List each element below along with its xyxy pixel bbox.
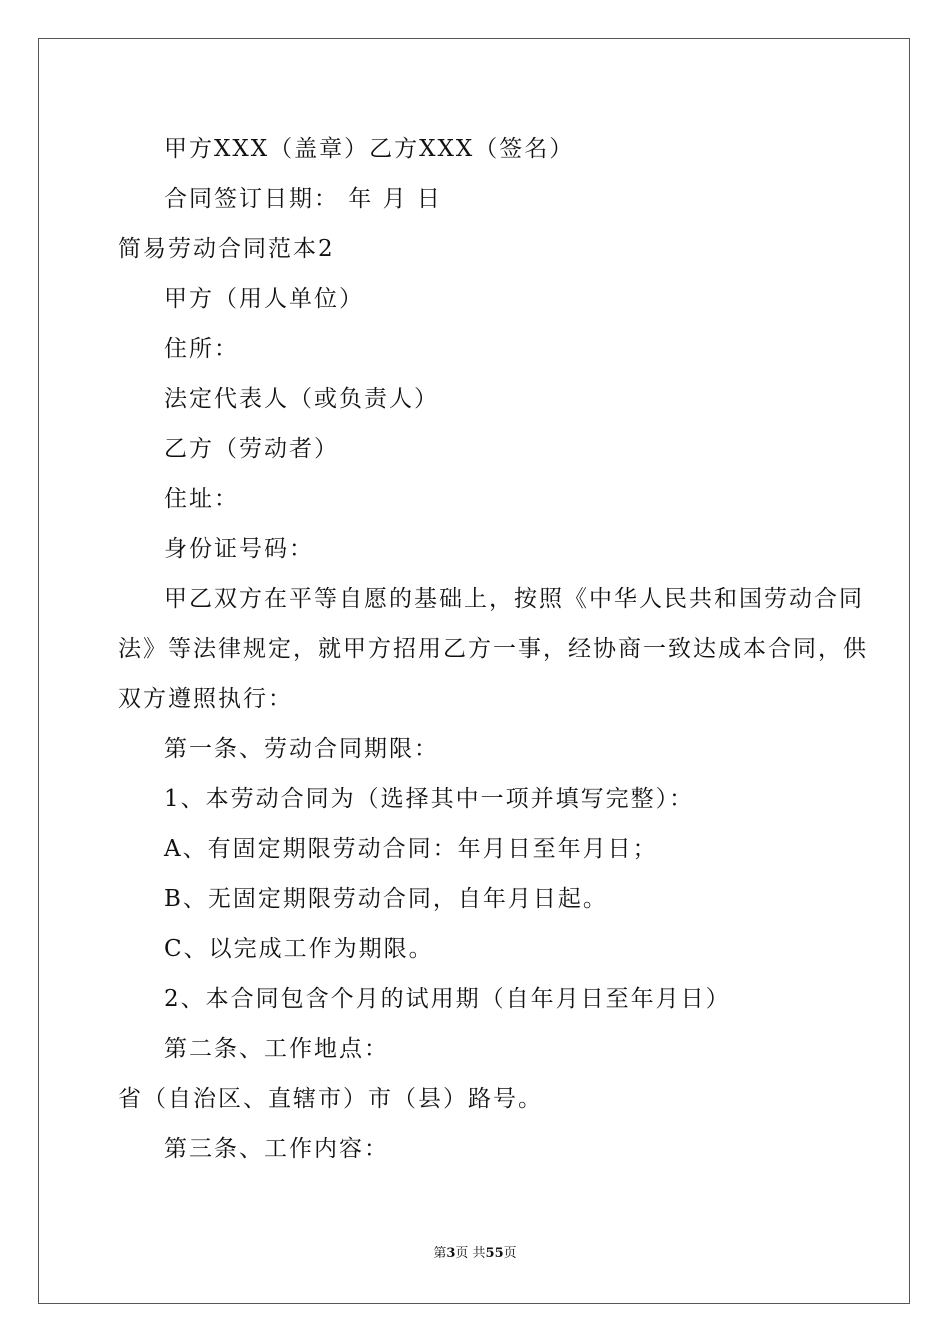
preamble-line-1: 甲乙双方在平等自愿的基础上，按照《中华人民共和国劳动合同 — [164, 586, 864, 612]
party-b-label: 乙方（劳动者） — [164, 436, 339, 462]
address-label: 住所： — [164, 336, 239, 362]
residence-label: 住址： — [164, 486, 239, 512]
article-1-option-b: B、无固定期限劳动合同，自年月日起。 — [164, 886, 608, 912]
article-1-heading: 第一条、劳动合同期限： — [164, 736, 439, 762]
article-2-heading: 第二条、工作地点： — [164, 1036, 389, 1062]
page-border — [38, 38, 910, 1304]
article-3-heading: 第三条、工作内容： — [164, 1136, 389, 1162]
signature-line: 甲方XXX（盖章）乙方XXX（签名） — [164, 136, 575, 162]
page-mid: 页 共 — [455, 1246, 486, 1261]
page-current: 3 — [446, 1246, 456, 1261]
page-suffix: 页 — [503, 1246, 517, 1261]
legal-rep-label: 法定代表人（或负责人） — [164, 386, 439, 412]
id-number-label: 身份证号码： — [164, 536, 314, 562]
page-prefix: 第 — [433, 1246, 447, 1261]
preamble-line-3: 双方遵照执行： — [118, 686, 293, 712]
page-footer — [0, 1246, 950, 1262]
article-1-item-2: 2、本合同包含个月的试用期（自年月日至年月日） — [164, 986, 731, 1012]
article-1-option-c: C、以完成工作为期限。 — [164, 936, 434, 962]
article-1-option-a: A、有固定期限劳动合同：年月日至年月日； — [164, 836, 658, 862]
party-a-label: 甲方（用人单位） — [164, 286, 364, 312]
article-2-location: 省（自治区、直辖市）市（县）路号。 — [118, 1086, 543, 1112]
section-heading: 简易劳动合同范本2 — [118, 236, 335, 262]
page-total: 55 — [485, 1246, 504, 1261]
article-1-item-1: 1、本劳动合同为（选择其中一项并填写完整）： — [164, 786, 695, 812]
signing-date-line: 合同签订日期： 年 月 日 — [164, 186, 442, 212]
preamble-line-2: 法》等法律规定，就甲方招用乙方一事，经协商一致达成本合同，供 — [118, 636, 868, 662]
